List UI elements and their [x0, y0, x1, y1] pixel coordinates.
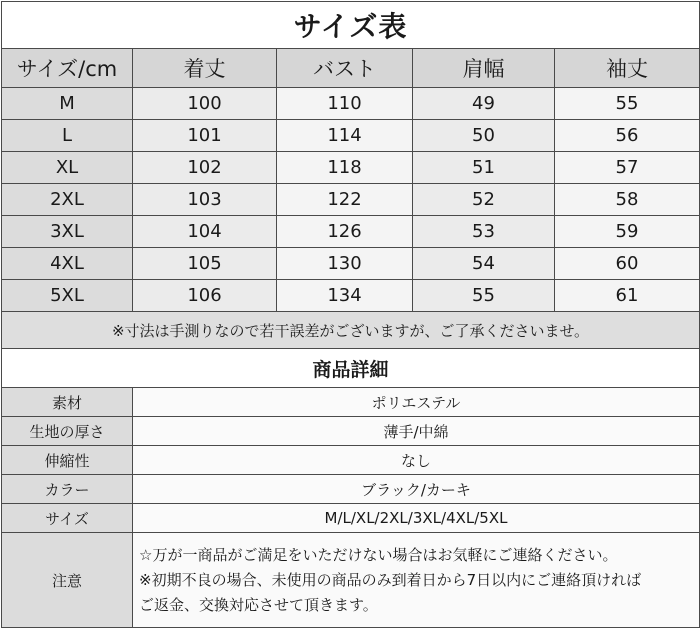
value-cell: 59: [555, 216, 700, 248]
value-cell: 60: [555, 248, 700, 280]
detail-label: サイズ: [2, 504, 133, 533]
header-size: サイズ/cm: [2, 49, 133, 88]
table-row: [2, 248, 700, 280]
detail-value: M/L/XL/2XL/3XL/4XL/5XL: [133, 504, 700, 533]
detail-row-color: [2, 475, 700, 504]
value-cell: 105: [133, 248, 277, 280]
product-info-sheet: [1, 1, 699, 638]
table-row: [2, 88, 700, 120]
detail-row-material: [2, 388, 700, 417]
detail-label: 伸縮性: [2, 446, 133, 475]
value-cell: 104: [133, 216, 277, 248]
notice-line: ご返金、交換対応させて頂きます。: [139, 595, 378, 614]
value-cell: 122: [277, 184, 413, 216]
detail-label: 生地の厚さ: [2, 417, 133, 446]
header-sleeve: 袖丈: [555, 49, 700, 88]
detail-label: カラー: [2, 475, 133, 504]
measurement-note: ※寸法は手測りなので若干誤差がございますが、ご了承くださいませ。: [2, 312, 700, 349]
value-cell: 134: [277, 280, 413, 312]
value-cell: 126: [277, 216, 413, 248]
table-row: [2, 152, 700, 184]
header-shoulder: 肩幅: [413, 49, 555, 88]
detail-row-notice: [2, 533, 700, 628]
value-cell: 110: [277, 88, 413, 120]
value-cell: 49: [413, 88, 555, 120]
detail-row-stretch: [2, 446, 700, 475]
detail-value: なし: [133, 446, 700, 475]
table-row: [2, 216, 700, 248]
notice-text: [133, 533, 700, 628]
size-cell: 2XL: [2, 184, 133, 216]
table-row: [2, 120, 700, 152]
value-cell: 106: [133, 280, 277, 312]
value-cell: 54: [413, 248, 555, 280]
detail-value: ブラック/カーキ: [133, 475, 700, 504]
table-row: [2, 184, 700, 216]
value-cell: 61: [555, 280, 700, 312]
details-table: [1, 348, 700, 628]
header-length: 着丈: [133, 49, 277, 88]
detail-label: 素材: [2, 388, 133, 417]
detail-row-size: [2, 504, 700, 533]
size-cell: 5XL: [2, 280, 133, 312]
value-cell: 50: [413, 120, 555, 152]
header-bust: バスト: [277, 49, 413, 88]
details-title: 商品詳細: [2, 349, 700, 388]
value-cell: 101: [133, 120, 277, 152]
detail-label: 注意: [2, 533, 133, 628]
value-cell: 58: [555, 184, 700, 216]
value-cell: 55: [413, 280, 555, 312]
detail-value: ポリエステル: [133, 388, 700, 417]
size-cell: M: [2, 88, 133, 120]
value-cell: 52: [413, 184, 555, 216]
size-table: [1, 1, 700, 349]
value-cell: 55: [555, 88, 700, 120]
value-cell: 118: [277, 152, 413, 184]
size-table-title: サイズ表: [2, 2, 700, 49]
value-cell: 53: [413, 216, 555, 248]
size-cell: XL: [2, 152, 133, 184]
value-cell: 57: [555, 152, 700, 184]
value-cell: 102: [133, 152, 277, 184]
value-cell: 103: [133, 184, 277, 216]
size-cell: L: [2, 120, 133, 152]
size-cell: 4XL: [2, 248, 133, 280]
detail-value: 薄手/中綿: [133, 417, 700, 446]
notice-line: ☆万が一商品がご満足をいただけない場合はお気軽にご連絡ください。: [139, 545, 618, 564]
table-row: [2, 280, 700, 312]
size-cell: 3XL: [2, 216, 133, 248]
value-cell: 130: [277, 248, 413, 280]
value-cell: 51: [413, 152, 555, 184]
value-cell: 114: [277, 120, 413, 152]
size-table-header-row: [2, 49, 700, 88]
detail-row-thickness: [2, 417, 700, 446]
value-cell: 56: [555, 120, 700, 152]
value-cell: 100: [133, 88, 277, 120]
notice-line: ※初期不良の場合、未使用の商品のみ到着日から7日以内にご連絡頂ければ: [139, 570, 642, 589]
